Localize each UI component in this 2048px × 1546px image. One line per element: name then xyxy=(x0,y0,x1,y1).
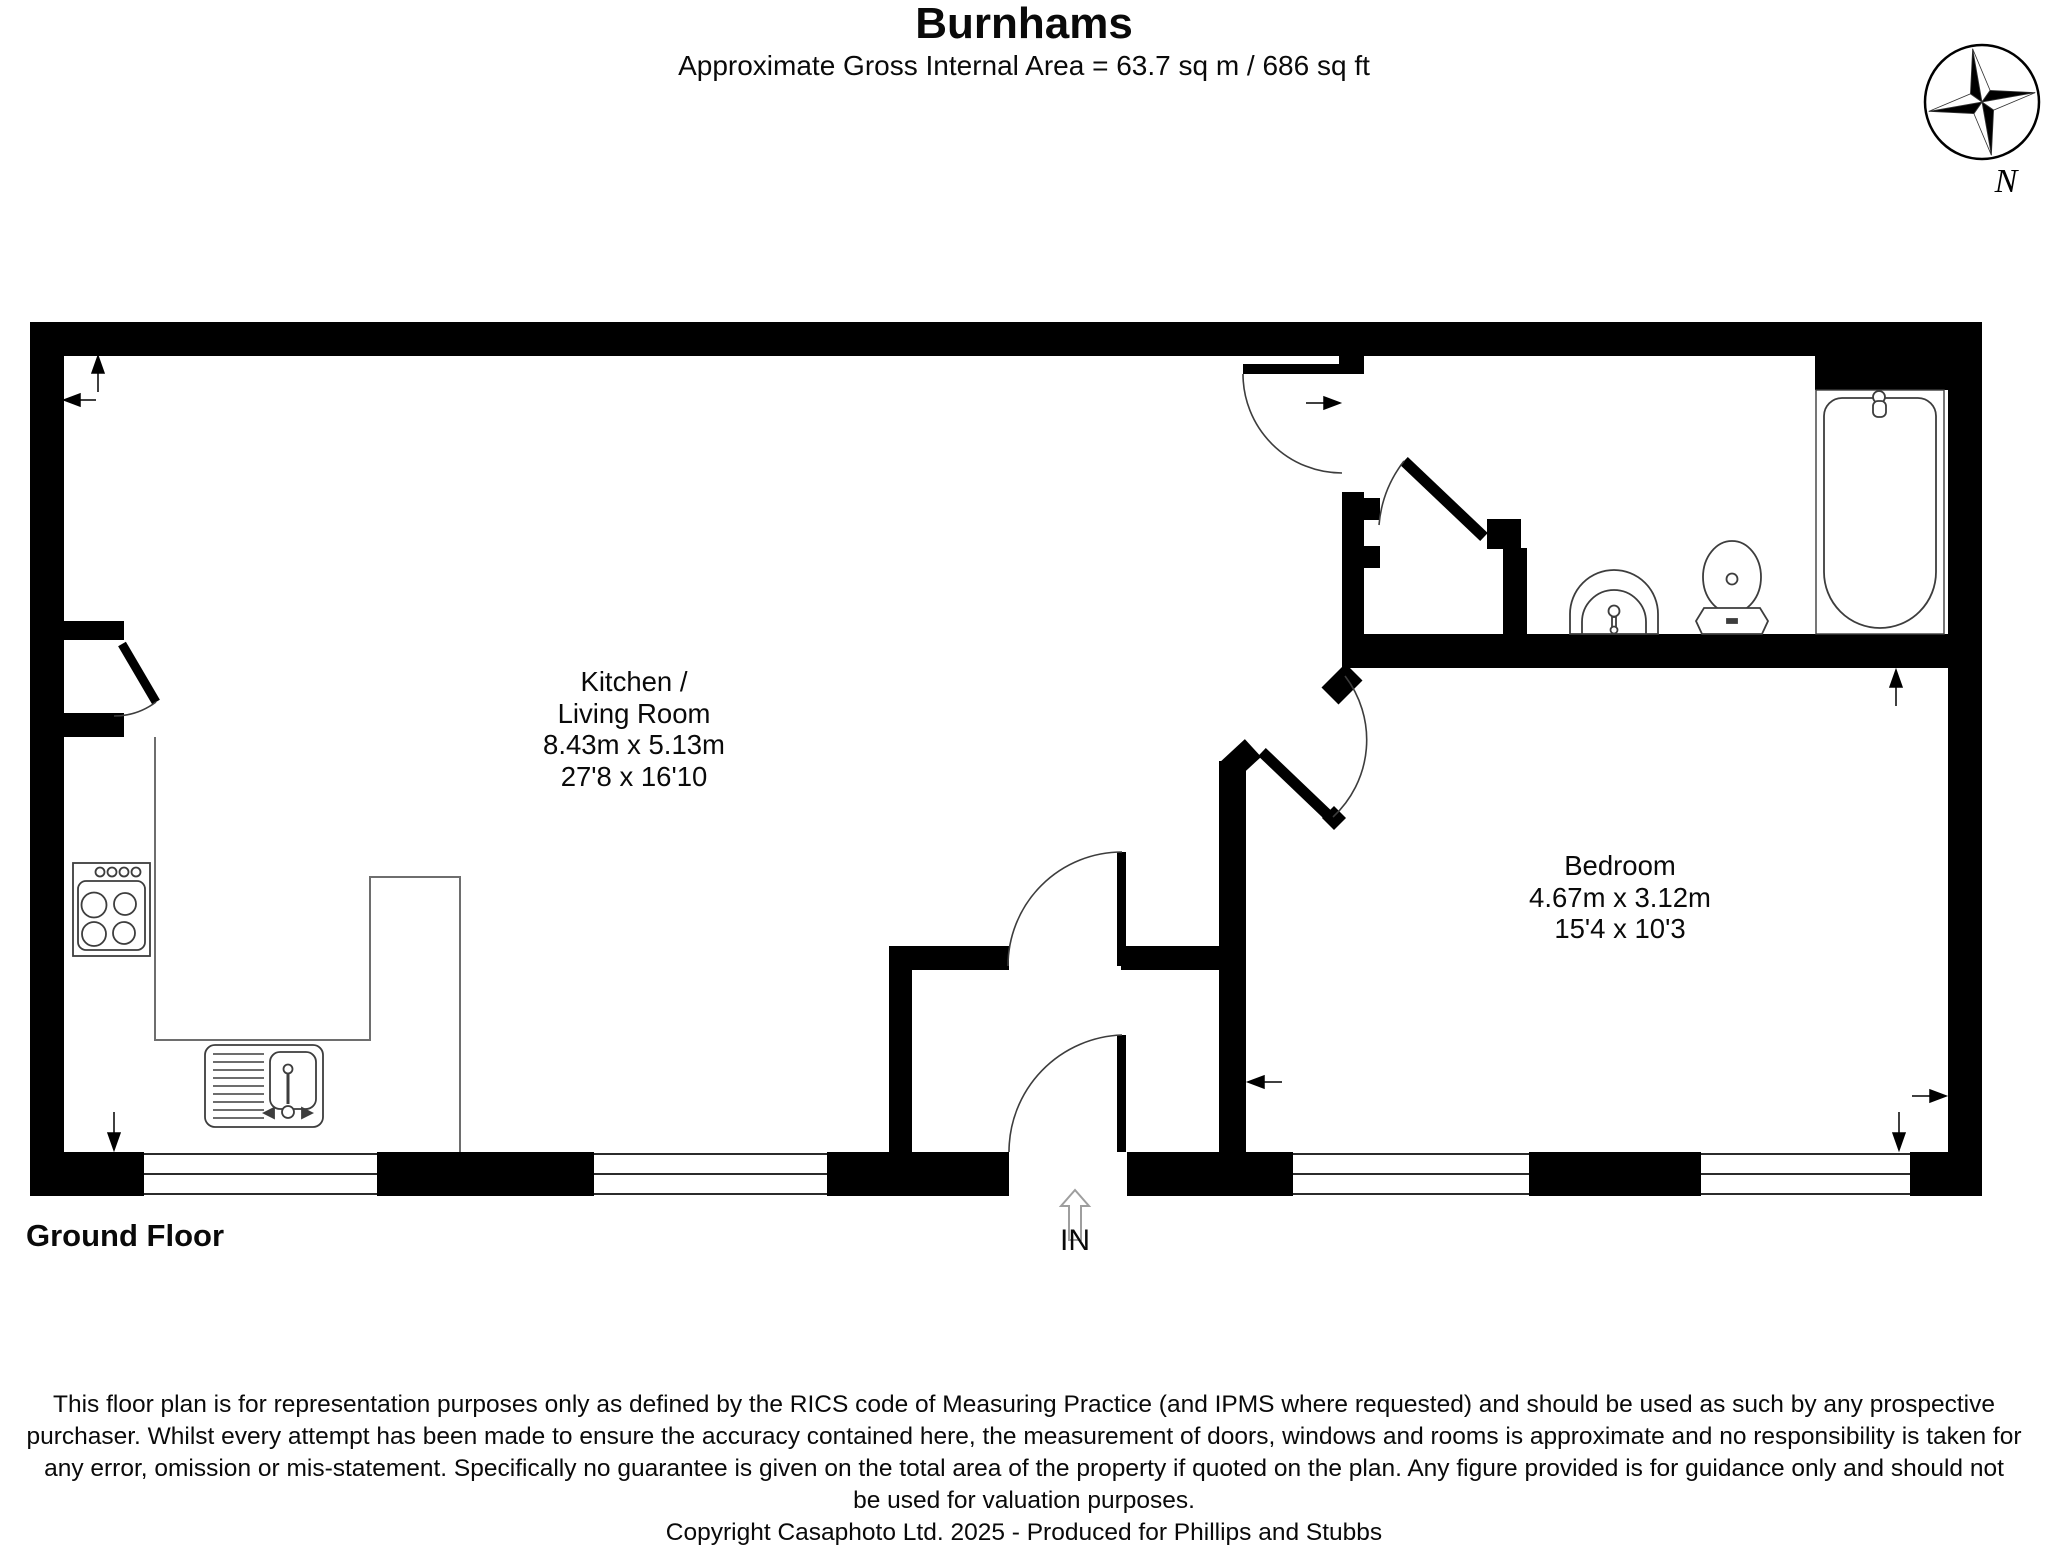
basin-icon xyxy=(1570,570,1658,634)
door-swing-arc xyxy=(1379,461,1404,525)
disclaimer-line: be used for valuation purposes. xyxy=(853,1487,1195,1514)
room-label-kitchen-living xyxy=(459,666,809,792)
window xyxy=(594,1154,827,1194)
arrow-up-icon xyxy=(1890,670,1902,706)
entrance-label: IN xyxy=(1060,1224,1090,1257)
arrow-down-icon xyxy=(1893,1112,1905,1150)
dimension-arrows xyxy=(64,356,1946,1150)
door-swing-arc xyxy=(1243,374,1342,473)
copyright-line: Copyright Casaphoto Ltd. 2025 - Produced for Phillips and Stubbs xyxy=(665,1519,1383,1546)
arrow-left-icon xyxy=(1248,1076,1282,1088)
disclaimer-line: any error, omission or mis-statement. Specifically no guarantee is given on the total area of the property if quoted on the plan. Any figure provided is for guidance only and should not xyxy=(44,1455,2004,1482)
alcove-jamb xyxy=(64,621,124,640)
room-name-line: Living Room xyxy=(557,697,711,729)
hall-door-jamb xyxy=(1339,356,1364,374)
vestibule-door-leaf xyxy=(1117,852,1126,966)
window xyxy=(1293,1154,1529,1194)
room-name-line: Bedroom xyxy=(1564,850,1676,881)
stove-icon xyxy=(73,863,150,956)
compass-north-label: N xyxy=(1994,163,2018,200)
window xyxy=(144,1154,377,1194)
wall-left xyxy=(30,322,64,1196)
arrow-up-icon xyxy=(92,356,104,392)
bedroom-wall xyxy=(1219,761,1246,1152)
room-dimensions-imperial: 15'4 x 10'3 xyxy=(1554,913,1686,944)
page-subtitle: Approximate Gross Internal Area = 63.7 sq m / 686 sq ft xyxy=(678,50,1370,81)
room-dimensions-metric: 4.67m x 3.12m xyxy=(1529,881,1711,913)
wall-top-bathroom xyxy=(1815,356,1948,390)
door-swing-arc xyxy=(1008,852,1122,966)
vestibule-wall-top xyxy=(889,946,1009,970)
compass-icon xyxy=(1919,39,2044,200)
disclaimer xyxy=(0,1389,2048,1546)
interior-walls xyxy=(64,356,1948,1152)
arrow-right-icon xyxy=(1912,1090,1946,1102)
kitchen-sink-icon xyxy=(205,1045,323,1127)
wall-bottom xyxy=(1127,1152,1293,1196)
page-title: Burnhams xyxy=(915,0,1133,48)
window xyxy=(1701,1154,1910,1194)
wall-bottom xyxy=(827,1152,1009,1196)
bathroom-door-leaf xyxy=(1404,461,1484,537)
room-dimensions-imperial: 27'8 x 16'10 xyxy=(560,760,708,792)
bedroom-door-jamb xyxy=(1227,748,1253,772)
bathroom-door-hinge-jamb xyxy=(1487,519,1521,549)
entrance-door-leaf xyxy=(1117,1035,1126,1152)
door-swing-arc xyxy=(1009,1035,1122,1152)
bathroom-bedroom-wall xyxy=(1342,634,1948,668)
hall-door-leaf xyxy=(1243,364,1342,374)
vestibule-wall-top xyxy=(1121,946,1219,970)
bedroom-door-leaf xyxy=(1262,752,1330,817)
room-name-line: Kitchen / xyxy=(580,666,688,697)
floor-label: Ground Floor xyxy=(26,1218,225,1253)
room-label-bedroom xyxy=(1445,850,1795,945)
door-strike-jamb xyxy=(1364,498,1380,520)
arrow-left-icon xyxy=(64,394,96,406)
alcove-door-leaf xyxy=(122,644,156,702)
arrow-down-icon xyxy=(108,1112,120,1150)
disclaimer-line: purchaser. Whilst every attempt has been made to ensure the accuracy contained here, the measurement of doors, windows and rooms is approximate and no responsibility is taken for xyxy=(26,1423,2022,1450)
room-dimensions-metric: 8.43m x 5.13m xyxy=(543,729,725,760)
wall-bottom xyxy=(30,1152,144,1196)
toilet-icon xyxy=(1696,541,1768,634)
wall-bottom xyxy=(1910,1152,1982,1196)
bath-icon xyxy=(1816,390,1944,634)
wall-bottom xyxy=(377,1152,594,1196)
wall-top xyxy=(30,322,1982,356)
vestibule-wall-left xyxy=(889,946,912,1152)
door-strike-jamb xyxy=(1364,546,1380,568)
disclaimer-line: This floor plan is for representation purposes only as defined by the RICS code of Measuring Practice (and IPMS where requested) and should be used as such by any prospective xyxy=(52,1391,1996,1418)
wall-bottom xyxy=(1529,1152,1701,1196)
arrow-right-icon xyxy=(1306,397,1340,409)
wall-right xyxy=(1948,322,1982,1196)
